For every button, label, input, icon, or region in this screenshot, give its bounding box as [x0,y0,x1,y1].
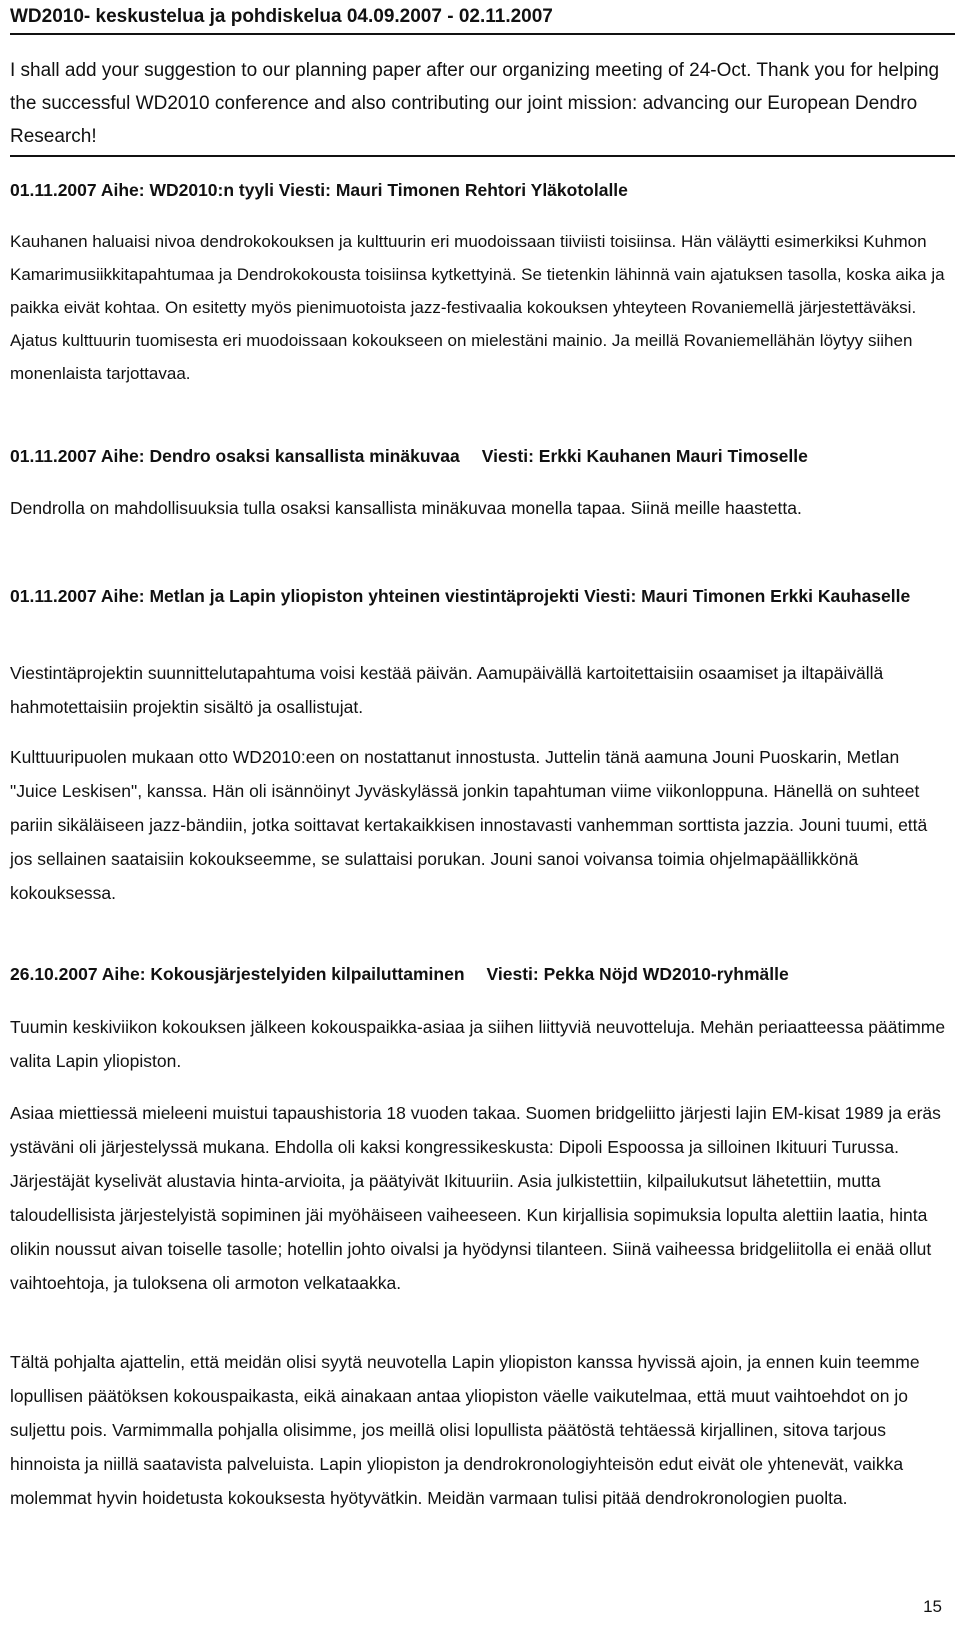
page-header [10,4,955,35]
page-title: WD2010- keskustelua ja pohdiskelua 04.09.2007 - 02.11.2007 [10,6,553,27]
message-heading-recipient: Viesti: Erkki Kauhanen Mauri Timoselle [481,446,808,466]
message-paragraph: Viestintäprojektin suunnittelutapahtuma voisi kestää päivän. Aamupäivällä kartoitettaisiin osaamiset ja iltapäivällä hahmotettaisiin projektin sisältö ja osallistujat. [10,663,884,717]
message-paragraph: Tuumin keskiviikon kokouksen jälkeen kokouspaikka-asiaa ja siihen liittyviä neuvotteluja. Mehän periaatteessa päätimme valita Lapin yliopiston. [10,1017,946,1071]
message-heading-text: 01.11.2007 Aihe: WD2010:n tyyli Viesti: Mauri Timonen Rehtori Yläkotolalle [10,180,628,200]
message-divider [10,155,955,157]
intro-paragraph: I shall add your suggestion to our planning paper after our organizing meeting of 24-Oct. Thank you for helping the successful WD2010 conference and also contributing our joint mission: advancing our European Dendro Research! [10,60,940,147]
message-paragraph: Tältä pohjalta ajattelin, että meidän olisi syytä neuvotella Lapin yliopiston kanssa hyvissä ajoin, ja ennen kuin teemme lopullisen päätöksen kokouspaikasta, eikä ainakaan antaa yliopiston väelle vaikutelmaa, että muut vaihtoehdot on jo suljettu pois. Varmimmalla pohjalla olisimme, jos meillä olisi lopullista päätöstä tehtäessä kirjallinen, sitova tarjous hinnoista ja niillä saatavista palveluista. Lapin yliopiston ja dendrokronologiyhteisön edut eivät ole yhtenevät, vaikka molemmat hyvin hoidetusta kokouksesta hyötyvätkin. Meidän varmaan tulisi pitää dendrokronologien puolta. [10,1352,920,1508]
message-heading [10,958,950,991]
message-heading-text: 26.10.2007 Aihe: Kokousjärjestelyiden kilpailuttaminen [10,964,465,984]
message-heading-recipient: Viesti: Pekka Nöjd WD2010-ryhmälle [486,964,789,984]
message-heading [10,580,950,613]
message-heading-text: 01.11.2007 Aihe: Metlan ja Lapin yliopiston yhteinen viestintäprojekti Viesti: Mauri Timonen Erkki Kauhaselle [10,586,911,606]
message-paragraph: Dendrolla on mahdollisuuksia tulla osaksi kansallista minäkuvaa monella tapaa. Siinä meille haastetta. [10,498,802,518]
message-heading [10,174,950,207]
message-heading [10,440,950,473]
message-paragraph: Asiaa miettiessä mieleeni muistui tapaushistoria 18 vuoden takaa. Suomen bridgeliitto järjesti lajin EM-kisat 1989 ja eräs ystäväni oli järjestelyssä mukana. Ehdolla oli kaksi kongressikeskusta: Dipoli Espoossa ja silloinen Ikituuri Turussa. Järjestäjät kyselivät alustavia hinta-arvioita, ja päätyivät Ikituuriin. Asia julkistettiin, kilpailukutsut lähetettiin, mutta taloudellisista järjestelyistä sopiminen jäi myöhäiseen vaiheeseen. Kun kirjallisia sopimuksia lopulta alettiin laatia, hinta olikin noussut aivan toiselle tasolle; hotellin johto oivalsi ja hyödynsi tilanteen. Siinä vaiheessa bridgeliitolla ei enää ollut vaihtoehtoja, ja tuloksena oli armoton velkataakka. [10,1103,941,1293]
message-heading-text: 01.11.2007 Aihe: Dendro osaksi kansallista minäkuvaa [10,446,460,466]
message-paragraph: Kauhanen haluaisi nivoa dendrokokouksen ja kulttuurin eri muodoissaan tiiviisti toisiinsa. Hän väläytti esimerkiksi Kuhmon Kamarimusiikkitapahtumaa ja Dendrokokousta toisiinsa kytkettyinä. Se tietenkin lähinnä vain ajatuksen tasolla, koska aika ja paikka eivät kohtaa. On esitetty myös pienimuotoista jazz-festivaalia kokouksen yhteyteen Rovaniemellä järjestettäväksi. Ajatus kulttuurin tuomisesta eri muodoissaan kokoukseen on mielestäni mainio. Ja meillä Rovaniemellähän löytyy siihen monenlaista tarjottavaa. [10,232,945,383]
page-number: 15 [923,1597,942,1616]
message-paragraph: Kulttuuripuolen mukaan otto WD2010:een on nostattanut innostusta. Juttelin tänä aamuna Jouni Puoskarin, Metlan "Juice Leskisen", kanssa. Hän oli isännöinyt Jyväskylässä jonkin tapahtuman viime viikonloppuna. Hänellä on suhteet pariin sikäläiseen jazz-bändiin, jotka soittavat kertakaikkisen innostavasti vanhemman sorttista jazzia. Jouni tuumi, että jos sellainen saataisiin kokoukseemme, se sulattaisi porukan. Jouni sanoi voivansa toimia ohjelmapäällikkönä kokouksessa. [10,747,928,903]
